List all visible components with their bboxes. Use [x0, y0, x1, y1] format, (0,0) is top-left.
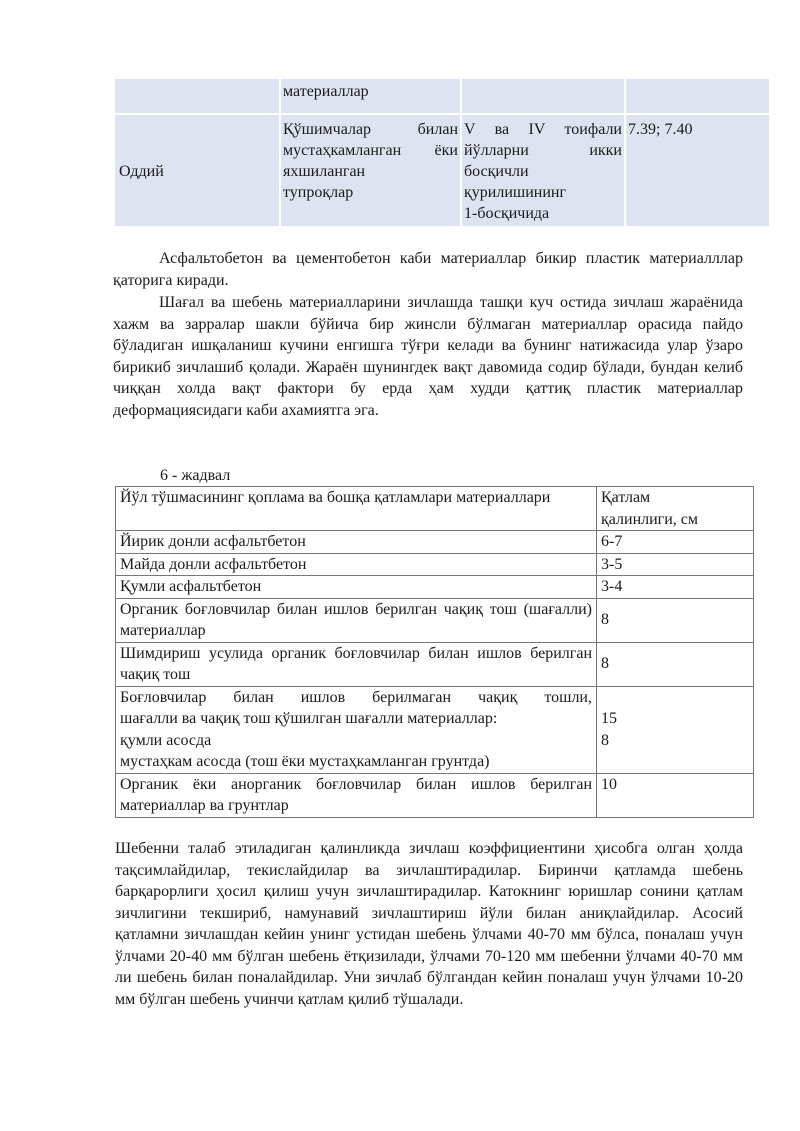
- cell-line: йўлларни икки: [464, 142, 622, 159]
- thickness-cell: 8: [597, 642, 754, 686]
- table-row: [116, 686, 754, 773]
- material-cell: [116, 686, 597, 773]
- material-cell: Қумли асфальтбетон: [116, 576, 597, 599]
- table-row: [116, 598, 754, 642]
- top-table-cell: [114, 78, 280, 114]
- material-cell: Органик ёки анорганик боғловчилар билан ишлов берилган материаллар ва грунтлар: [116, 773, 597, 817]
- cell-line: 8: [601, 731, 609, 749]
- cell-line: яхшиланган: [283, 163, 366, 180]
- cell-line: 1-босқичида: [464, 205, 550, 222]
- thickness-cell: 10: [597, 773, 754, 817]
- material-cell: Шимдириш усулида органик боғловчилар билан ишлов берилган чақиқ тош: [116, 642, 597, 686]
- cell-line: Боғловчилар билан ишлов берилмаган чақиқ тошли,: [120, 688, 592, 706]
- header-cell: [597, 487, 754, 531]
- header-cell: Йўл тўшмасининг қоплама ва бошқа қатламлари материаллари: [116, 487, 597, 531]
- cell-line: қурилишининг: [464, 184, 567, 201]
- top-table-cell: [625, 78, 770, 114]
- cell-line: мустаҳкамланган ёки: [283, 142, 458, 159]
- table-header-row: [116, 487, 754, 531]
- thickness-cell: 6-7: [597, 531, 754, 554]
- top-table: [113, 77, 771, 228]
- material-cell: [280, 114, 461, 227]
- category-cell: Оддий: [114, 114, 280, 227]
- top-table-cell: материаллар: [280, 78, 461, 114]
- material-cell: Йирик донли асфальтбетон: [116, 531, 597, 554]
- cell-line: босқичли: [464, 163, 529, 180]
- paragraph: Асфальтобетон ва цементобетон каби материаллар бикир пластик материалллар қаторига киради.: [113, 250, 743, 289]
- thickness-cell: 3-5: [597, 553, 754, 576]
- material-cell: Майда донли асфальтбетон: [116, 553, 597, 576]
- cell-line: V ва IV тоифали: [464, 121, 622, 138]
- header-line: Қатлам: [601, 489, 651, 506]
- cell-line: қумли асосда: [120, 731, 212, 749]
- thickness-table: [115, 486, 754, 818]
- cell-line: шағалли ва чақиқ тош қўшилган шағалли материаллар:: [120, 710, 498, 727]
- table-row: [116, 642, 754, 686]
- thickness-cell: 8: [597, 598, 754, 642]
- cell-line: 15: [601, 710, 617, 727]
- top-table-row: [114, 114, 770, 227]
- top-table-cell: [461, 78, 625, 114]
- reference-cell: 7.39; 7.40: [625, 114, 770, 227]
- paragraph: Шебенни талаб этиладиган қалинликда зичлаш коэффициентини ҳисобга олган ҳолда тақсимлайдилар, текислайдилар ва зичлаштирадилар. Биринчи қатламда шебень барқарорлиги ҳосил қилиш учун зичлаштирадилар. Катокнинг юришлар сонини қатлам зичлигини текшириб, намунавий зичлаштириш йўли билан аниқлайдилар. Асосий қатламни зичлашдан кейин унинг устидан шебень ўлчами 40-70 мм бўлса, поналаш учун ўлчами 20-40 мм бўлган шебень ётқизилади, ўлчами 70-120 мм шебенни ўлчами 40-70 мм ли шебень билан поналайдилар. Уни зичлаб бўлгандан кейин поналаш учун ўлчами 10-20 мм бўлган шебень учинчи қатлам қилиб тўшалади.: [115, 840, 743, 1008]
- paragraph: Шағал ва шебень материалларини зичлашда ташқи куч остида зичлаш жараёнида хажм ва зарралар шакли бўйича бир жинсли бўлмаган материаллар орасида пайдо бўладиган ишқаланиш кучини енгишга тўғри келади ва бунинг натижасида улар ўзаро бирикиб зичлашиб қолади. Жараён шунингдек вақт давомида содир бўлади, бундан келиб чиққан холда вақт фактори бу ерда ҳам худди қаттиқ пластик материаллар деформациясидаги каби ахамиятга эга.: [113, 294, 743, 419]
- top-table-row: [114, 78, 770, 114]
- cell-line: мустаҳкам асосда (тош ёки мустаҳкамланган грунтда): [120, 753, 490, 770]
- thickness-cell: [597, 686, 754, 773]
- cell-line: Қўшимчалар билан: [283, 121, 458, 138]
- thickness-cell: 3-4: [597, 576, 754, 599]
- table-row: [116, 576, 754, 599]
- stage-cell: [461, 114, 625, 227]
- table-row: [116, 553, 754, 576]
- header-line: қалинлиги, см: [601, 510, 699, 528]
- material-cell: Органик боғловчилар билан ишлов берилган чақиқ тош (шағалли) материаллар: [116, 598, 597, 642]
- table-row: [116, 773, 754, 817]
- table-caption: 6 - жадвал: [160, 467, 231, 484]
- cell-line: тупроқлар: [283, 184, 354, 201]
- table-row: [116, 531, 754, 554]
